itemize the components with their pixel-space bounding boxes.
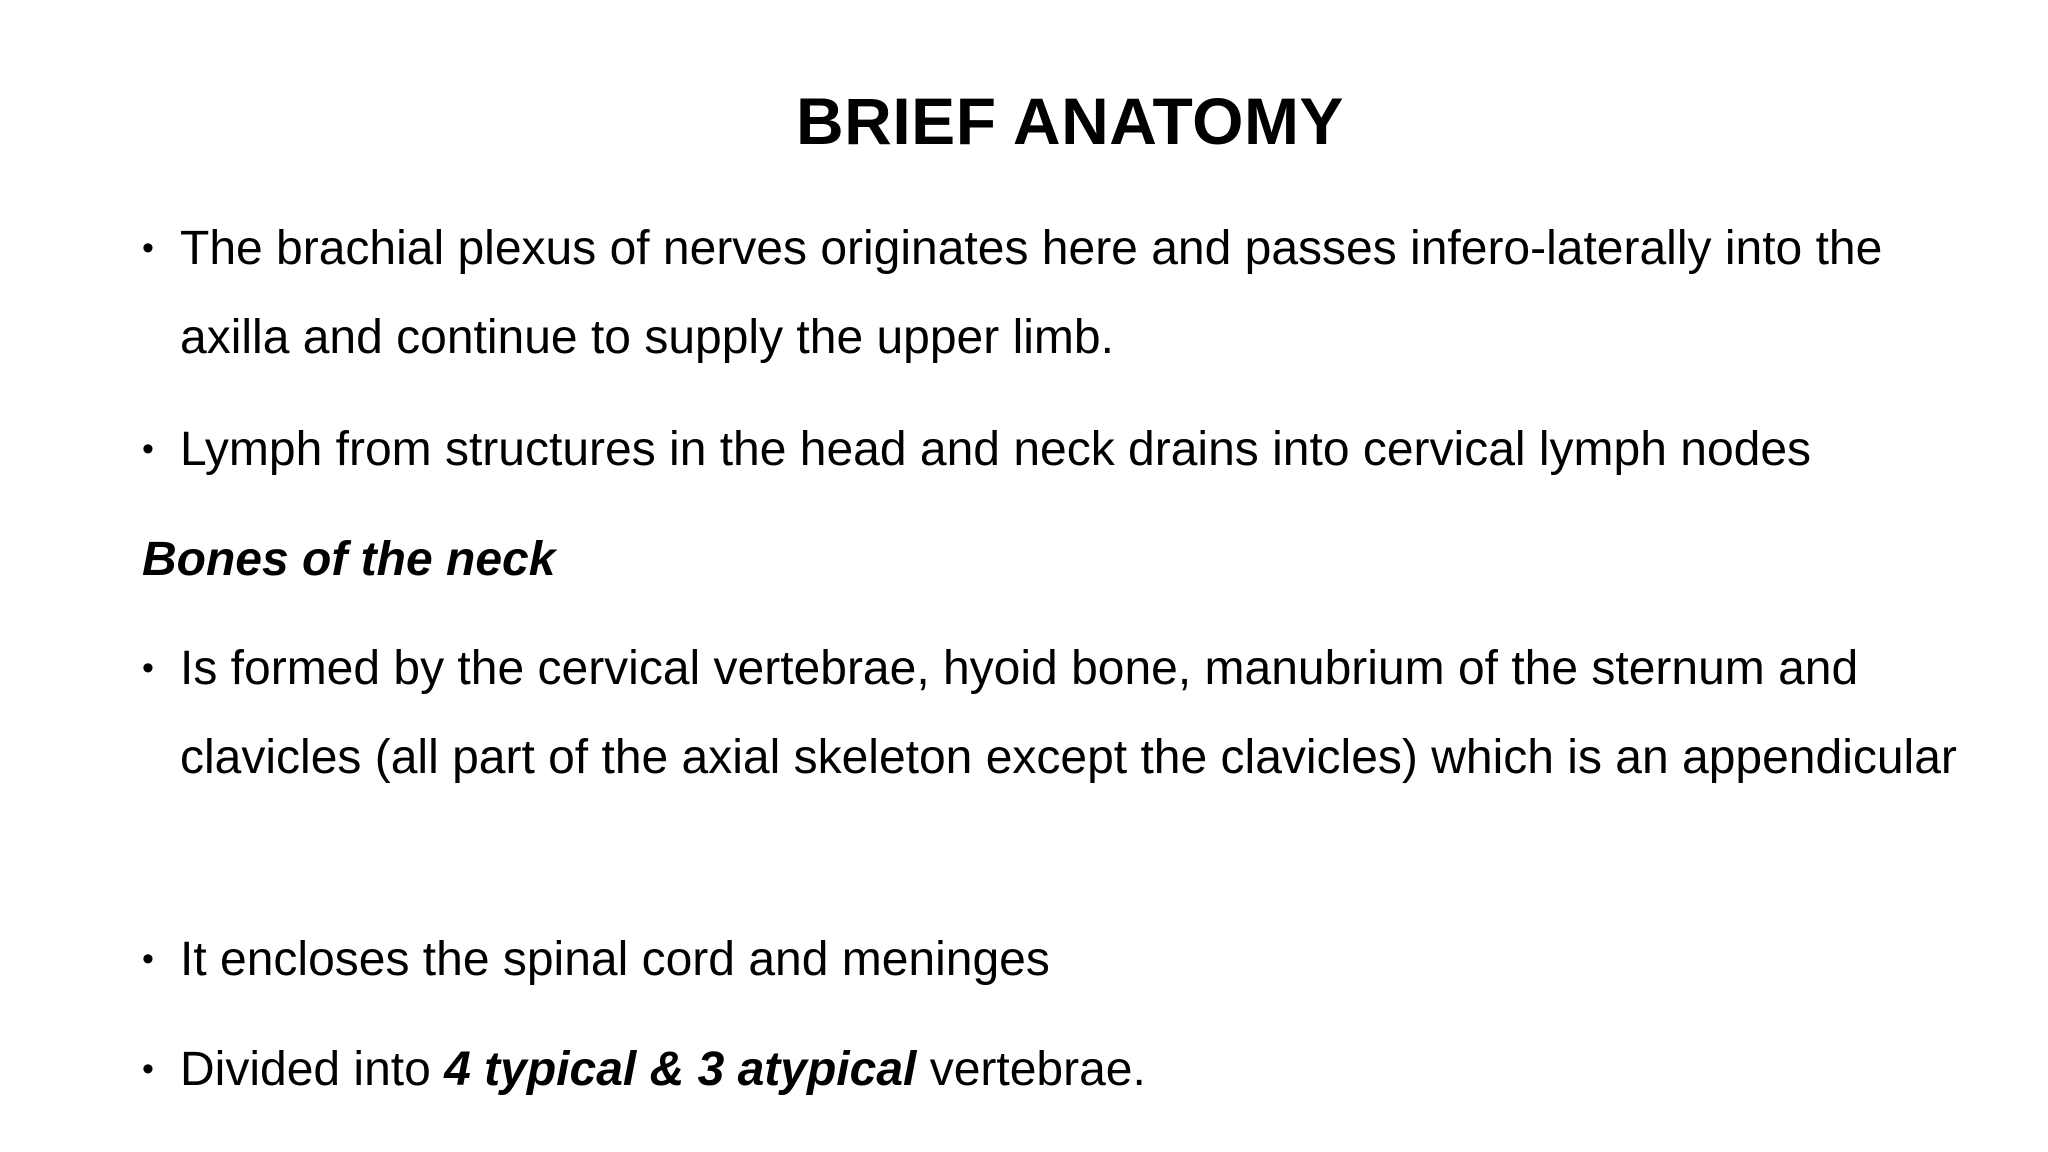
bullet-item: [142, 624, 1982, 802]
bullet-text-after: vertebrae.: [916, 1043, 1146, 1096]
vertebrae-count-emphasis: 4 typical & 3 atypical: [444, 1043, 917, 1096]
bullet-dot: •: [142, 649, 154, 687]
bullet-item: [142, 1025, 1982, 1114]
bullet-text: Lymph from structures in the head and neck drains into cervical lymph nodes: [180, 423, 1812, 476]
bullet-item: [142, 405, 1982, 494]
bullet-text-before: Divided into: [180, 1043, 445, 1096]
bullet-item: [142, 204, 1982, 382]
bullet-dot: •: [142, 1050, 154, 1088]
bullet-item: [142, 915, 1982, 1004]
bullet-text: [180, 1025, 1982, 1114]
bullet-dot: •: [142, 229, 154, 267]
bullet-text: Is formed by the cervical vertebrae, hyoid bone, manubrium of the sternum and clavicles (all part of the axial skeleton except the clavicles) which is an appendicular: [180, 642, 1957, 784]
bullet-dot: •: [142, 430, 154, 468]
bullet-text: It encloses the spinal cord and meninges: [180, 933, 1050, 986]
bullet-dot: •: [142, 940, 154, 978]
section-heading: Bones of the neck: [142, 533, 556, 586]
bullet-text: The brachial plexus of nerves originates here and passes infero-laterally into the axilla and continue to supply the upper limb.: [180, 222, 1883, 364]
slide-title: BRIEF ANATOMY: [796, 84, 1344, 158]
